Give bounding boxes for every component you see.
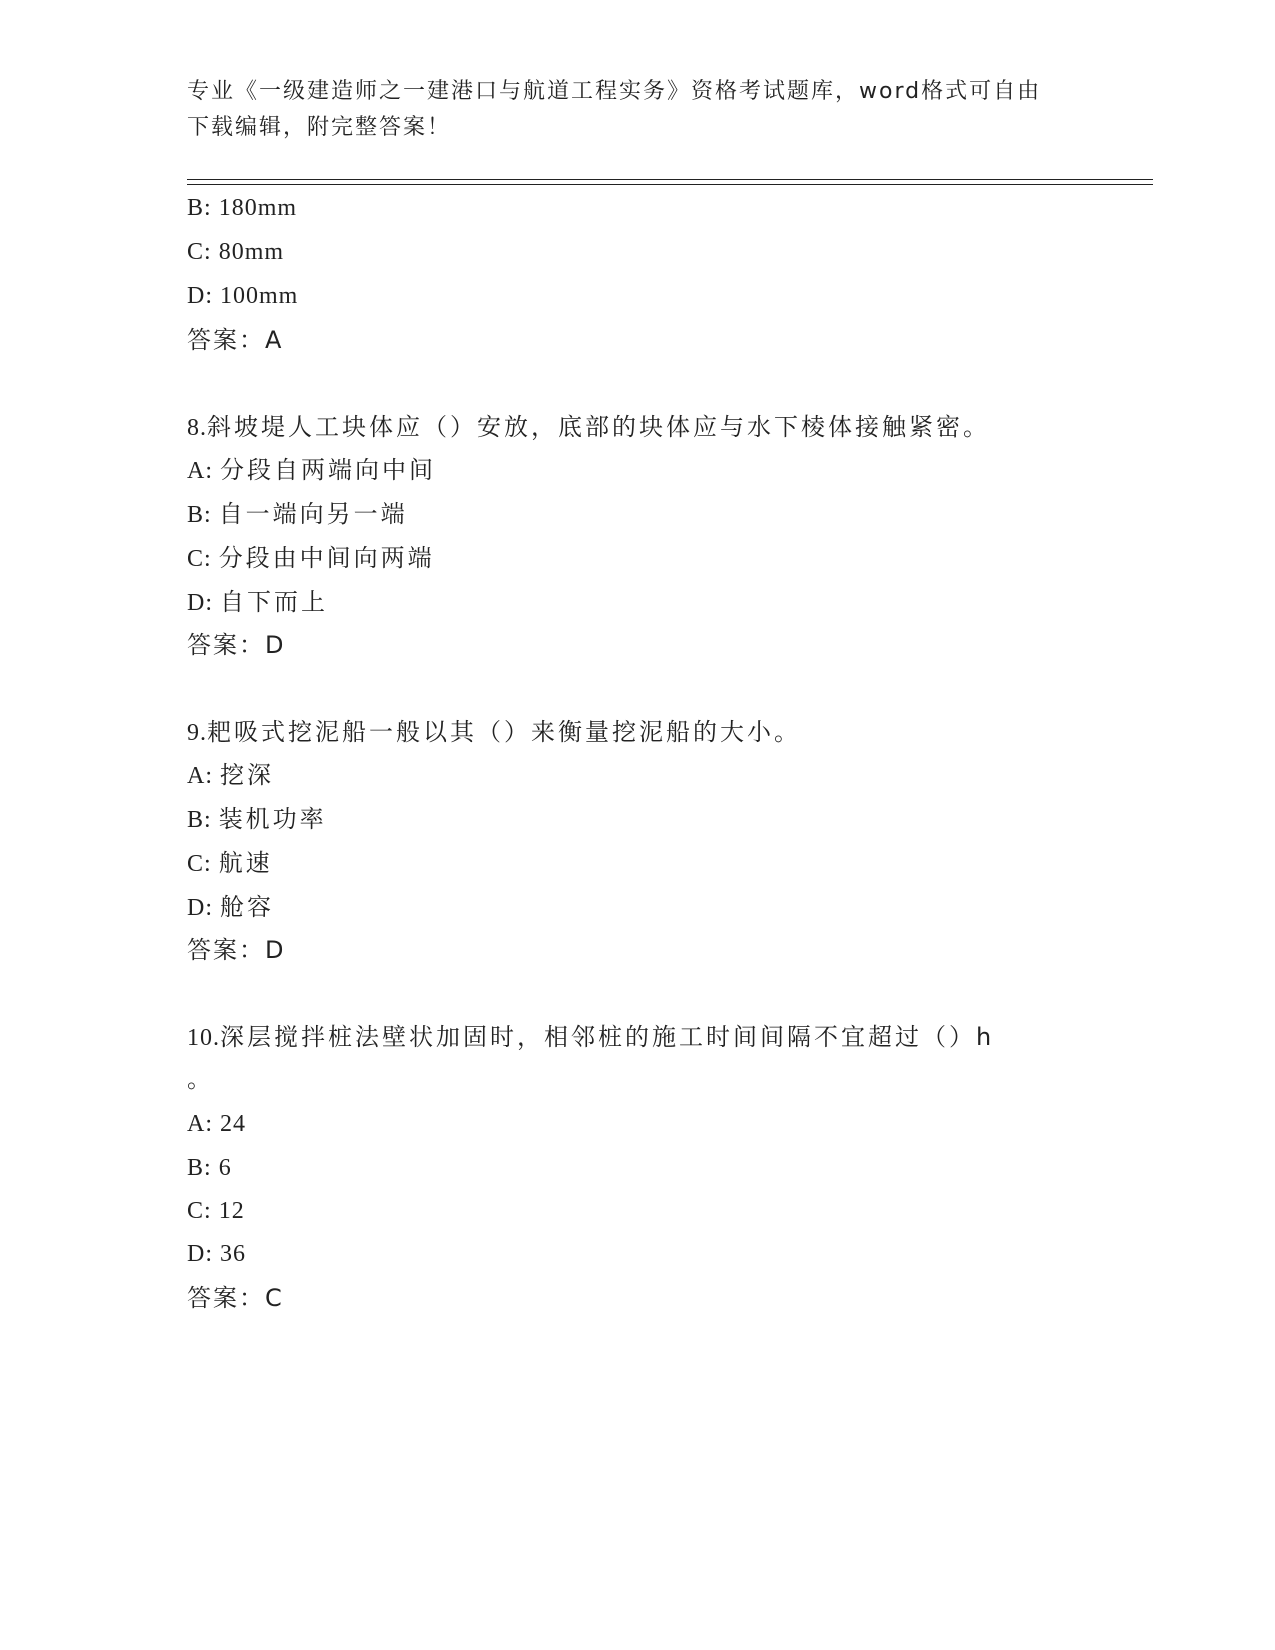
option-label: B: xyxy=(187,502,212,528)
document-header xyxy=(187,74,1067,146)
header-line-1: 专业《一级建造师之一建港口与航道工程实务》资格考试题库，word格式可自由 xyxy=(187,79,1042,104)
question-text: 耙吸式挖泥船一般以其（）来衡量挖泥船的大小。 xyxy=(207,718,801,746)
option-text: 6 xyxy=(218,1155,232,1181)
option-item xyxy=(187,804,327,835)
option-text: 挖深 xyxy=(220,761,274,789)
option-text: 12 xyxy=(218,1198,245,1224)
option-text: 分段自两端向中间 xyxy=(220,456,436,484)
option-item xyxy=(187,848,273,879)
option-text: 180mm xyxy=(218,195,298,221)
option-item xyxy=(187,1239,246,1269)
option-label: A: xyxy=(187,458,213,484)
answer-line: 答案：D xyxy=(187,936,286,964)
question-text: 深层搅拌桩法壁状加固时，相邻桩的施工时间间隔不宜超过（）h xyxy=(220,1023,995,1051)
option-label: A: xyxy=(187,763,213,789)
question-number: 9. xyxy=(187,720,207,746)
option-label: D: xyxy=(187,1241,213,1267)
option-item xyxy=(187,281,298,311)
option-label: B: xyxy=(187,1155,212,1181)
header-divider-bottom xyxy=(187,184,1153,185)
question-number: 8. xyxy=(187,415,207,441)
option-label: D: xyxy=(187,895,213,921)
option-text: 24 xyxy=(220,1111,246,1137)
answer-line: 答案：A xyxy=(187,326,284,354)
option-item xyxy=(187,543,435,574)
option-item xyxy=(187,892,274,923)
option-text: 自一端向另一端 xyxy=(218,500,408,528)
option-text: 分段由中间向两端 xyxy=(218,544,435,572)
option-text: 80mm xyxy=(218,239,285,265)
option-text: 航速 xyxy=(218,849,273,877)
header-line-2: 下载编辑，附完整答案！ xyxy=(187,115,452,140)
question-number: 10. xyxy=(187,1025,220,1051)
option-item xyxy=(187,1196,245,1226)
option-item xyxy=(187,587,328,618)
option-text: 装机功率 xyxy=(218,805,327,833)
option-text: 36 xyxy=(220,1241,246,1267)
option-label: B: xyxy=(187,807,212,833)
option-label: C: xyxy=(187,239,212,265)
option-label: C: xyxy=(187,546,212,572)
option-item xyxy=(187,1109,246,1139)
question-text: 斜坡堤人工块体应（）安放，底部的块体应与水下棱体接触紧密。 xyxy=(207,413,990,441)
answer-line: 答案：D xyxy=(187,631,286,659)
option-text: 100mm xyxy=(220,283,299,309)
option-item xyxy=(187,1153,232,1183)
option-label: D: xyxy=(187,283,213,309)
option-label: D: xyxy=(187,590,213,616)
option-label: A: xyxy=(187,1111,213,1137)
option-text: 舱容 xyxy=(220,893,274,921)
option-label: C: xyxy=(187,851,212,877)
option-item xyxy=(187,499,408,530)
option-item xyxy=(187,455,436,486)
option-item xyxy=(187,193,297,223)
option-label: C: xyxy=(187,1198,212,1224)
header-divider-top xyxy=(187,179,1153,180)
option-label: B: xyxy=(187,195,212,221)
question-10 xyxy=(187,1022,994,1053)
question-text-continuation: 。 xyxy=(187,1065,214,1093)
option-item xyxy=(187,760,274,791)
option-text: 自下而上 xyxy=(220,588,328,616)
question-9 xyxy=(187,717,801,748)
option-item xyxy=(187,237,284,267)
question-8 xyxy=(187,412,990,443)
answer-line: 答案：C xyxy=(187,1284,284,1312)
